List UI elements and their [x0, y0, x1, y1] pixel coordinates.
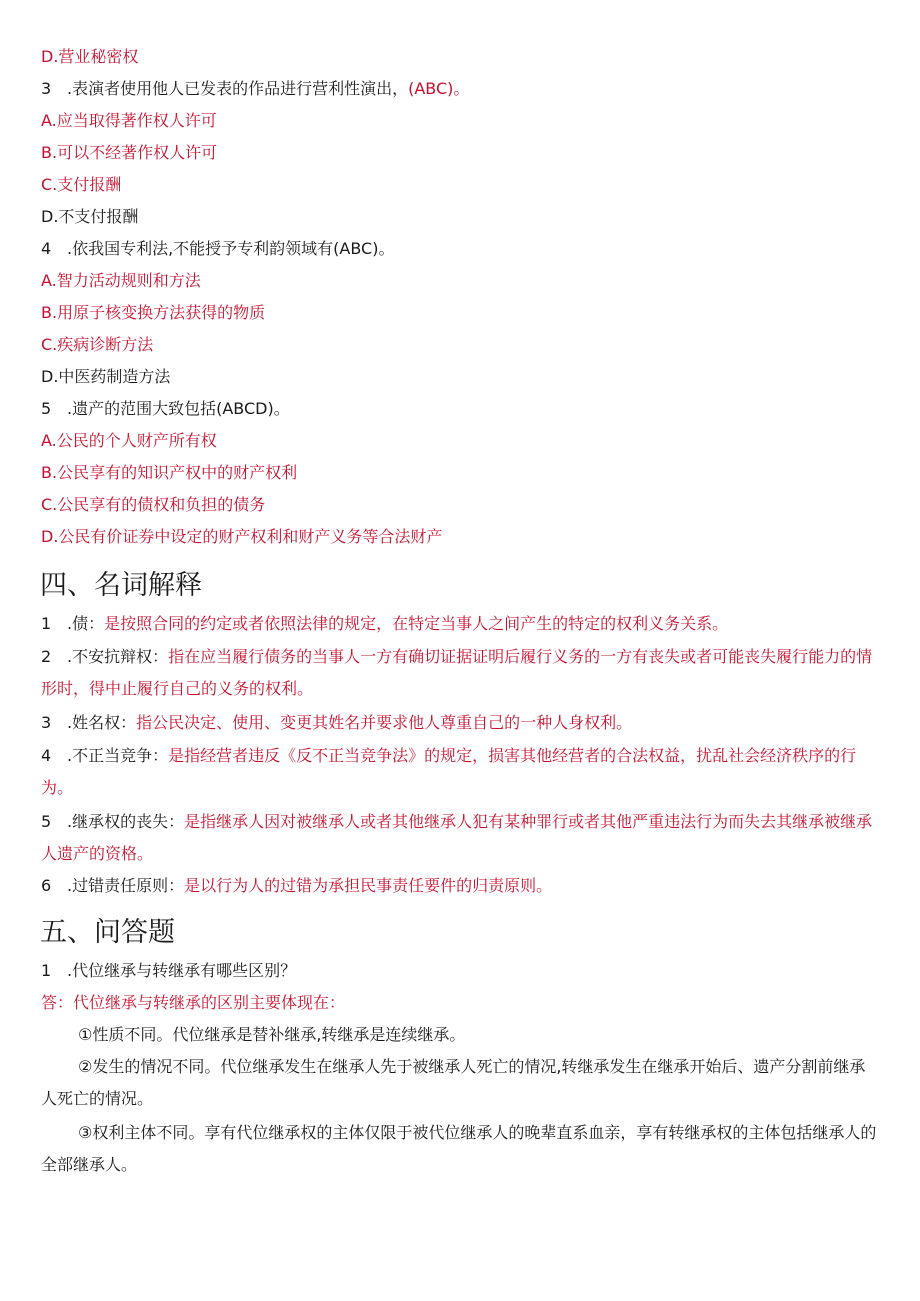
question-answer: (ABC)。 [408, 79, 470, 98]
answer-point-1: ①性质不同。代位继承是替补继承,转继承是连续继承。 [78, 1025, 466, 1044]
term-number: 3 [41, 713, 52, 732]
term-number: 5 [41, 812, 52, 831]
answer-point-3: ③权利主体不同。享有代位继承权的主体仅限于被代位继承人的晚辈直系血亲，享有转继承权的主体包括继承人的全部继承人。 [41, 1123, 877, 1174]
option-a-q3: A.应当取得著作权人许可 [41, 111, 217, 130]
term-title: .继承权的丧失： [67, 812, 185, 831]
term-definition: 是指继承人因对被继承人或者其他继承人犯有某种罪行或者其他严重违法行为而失去其继承被继承人遗产的资格。 [41, 812, 873, 863]
term-title: .姓名权： [67, 713, 137, 732]
term-title: .不安抗辩权： [67, 647, 169, 666]
option-a-q4: A.智力活动规则和方法 [41, 271, 201, 290]
question-text: .代位继承与转继承有哪些区别？ [67, 961, 297, 980]
term-definition: 是指经营者违反《反不正当竞争法》的规定，损害其他经营者的合法权益，扰乱社会经济秩序的行为。 [41, 746, 857, 797]
question-3 [41, 73, 880, 105]
term-title: .债： [67, 614, 105, 633]
term-number: 1 [41, 614, 52, 633]
question-number: 5 [41, 399, 52, 418]
question-text: .表演者使用他人已发表的作品进行营利性演出， [67, 79, 409, 98]
option-c-q4: C.疾病诊断方法 [41, 335, 154, 354]
section-heading-terms: 四、名词解释 [40, 570, 202, 601]
question-number: 1 [41, 961, 52, 980]
option-c-q3: C.支付报酬 [41, 175, 122, 194]
option-b-q4: B.用原子核变换方法获得的物质 [41, 303, 266, 322]
term-definition: 是按照合同的约定或者依照法律的规定，在特定当事人之间产生的特定的权利义务关系。 [104, 614, 729, 633]
question-4 [41, 233, 880, 265]
option-c-q5: C.公民享有的债权和负担的债务 [41, 495, 266, 514]
term-item-5 [41, 806, 880, 870]
qa-question-1 [41, 955, 880, 987]
option-d-q4: D.中医药制造方法 [41, 367, 171, 386]
term-definition: 是以行为人的过错为承担民事责任要件的归责原则。 [184, 876, 553, 895]
term-title: .不正当竞争： [67, 746, 169, 765]
term-number: 4 [41, 746, 52, 765]
term-item-1 [41, 608, 880, 640]
answer-point-2: ②发生的情况不同。代位继承发生在继承人先于被继承人死亡的情况,转继承发生在继承开始后、遗产分割前继承人死亡的情况。 [41, 1057, 866, 1108]
term-item-2 [41, 641, 880, 705]
question-number: 3 [41, 79, 52, 98]
term-item-6 [41, 870, 880, 902]
option-b-q3: B.可以不经著作权人许可 [41, 143, 218, 162]
option-a-q5: A.公民的个人财产所有权 [41, 431, 217, 450]
term-definition: 指在应当履行债务的当事人一方有确切证据证明后履行义务的一方有丧失或者可能丧失履行能力的情形时，得中止履行自己的义务的权利。 [41, 647, 873, 698]
section-heading-qa: 五、问答题 [40, 917, 175, 948]
term-item-4 [41, 740, 880, 804]
question-text: .依我国专利法,不能授予专利韵领域有(ABC)。 [67, 239, 395, 258]
option-d-q2: D.营业秘密权 [41, 47, 139, 66]
question-5 [41, 393, 880, 425]
option-d-q3: D.不支付报酬 [41, 207, 139, 226]
option-b-q5: B.公民享有的知识产权中的财产权利 [41, 463, 298, 482]
term-number: 2 [41, 647, 52, 666]
term-definition: 指公民决定、使用、变更其姓名并要求他人尊重自己的一种人身权利。 [136, 713, 633, 732]
question-number: 4 [41, 239, 52, 258]
answer-intro: 答：代位继承与转继承的区别主要体现在： [41, 993, 346, 1012]
question-text: .遗产的范围大致包括(ABCD)。 [67, 399, 290, 418]
term-item-3 [41, 707, 880, 739]
option-d-q5: D.公民有价证券中设定的财产权利和财产义务等合法财产 [41, 527, 443, 546]
term-number: 6 [41, 876, 52, 895]
term-title: .过错责任原则： [67, 876, 185, 895]
